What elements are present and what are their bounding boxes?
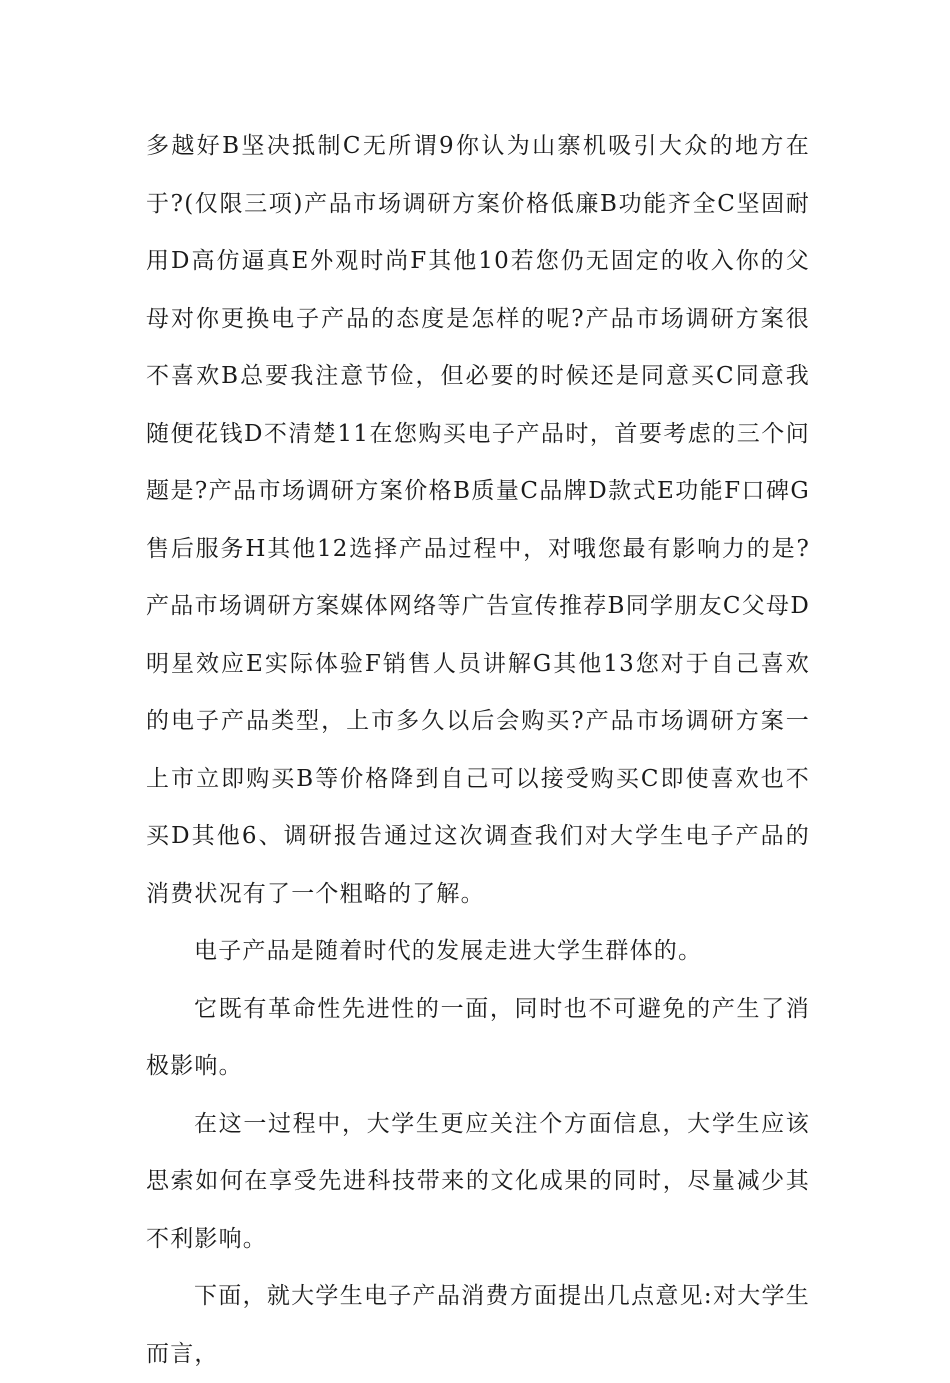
- paragraph-suggestions: 下面，就大学生电子产品消费方面提出几点意见:对大学生而言，: [146, 1283, 810, 1367]
- paragraph-survey-continuation: 多越好B坚决抵制C无所谓9你认为山寨机吸引大众的地方在于?(仅限三项)产品市场调研方案价格低廉B功能齐全C坚固耐用D高仿逼真E外观时尚F其他10若您仍无固定的收入你的父母对你更换电子产品的态度是怎样的呢?产品市场调研方案很不喜欢B总要我注意节俭，但必要的时候还是同意买C同意我随便花钱D不清楚11在您购买电子产品时，首要考虑的三个问题是?产品市场调研方案价格B质量C品牌D款式E功能F口碑G售后服务H其他12选择产品过程中，对哦您最有影响力的是?产品市场调研方案媒体网络等广告宣传推荐B同学朋友C父母D明星效应E实际体验F销售人员讲解G其他13您对于自己喜欢的电子产品类型，上市多久以后会购买?产品市场调研方案一上市立即购买B等价格降到自己可以接受购买C即使喜欢也不买D其他6、调研报告通过这次调查我们对大学生电子产品的消费状况有了一个粗略的了解。: [146, 133, 810, 907]
- paragraph-electronics-intro: 电子产品是随着时代的发展走进大学生群体的。: [194, 938, 703, 964]
- paragraph-dual-impact: 它既有革命性先进性的一面，同时也不可避免的产生了消极影响。: [146, 995, 810, 1079]
- paragraph-student-reflection: 在这一过程中，大学生更应关注个方面信息，大学生应该思索如何在享受先进科技带来的文化成果的同时，尽量减少其不利影响。: [146, 1110, 810, 1252]
- document-body: [146, 118, 810, 1383]
